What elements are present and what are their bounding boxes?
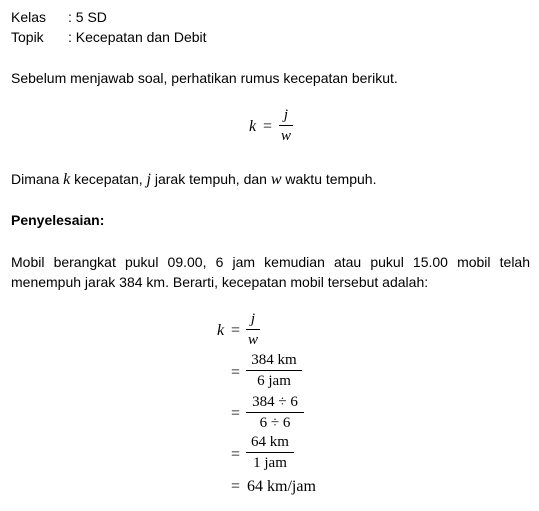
step-equals: = [231, 478, 241, 495]
fraction-bar [246, 452, 294, 453]
final-answer: 64 km/jam [247, 478, 316, 495]
step-2-denominator: 6 jam [257, 373, 291, 389]
step-4-denominator: 1 jam [253, 455, 287, 471]
step-1-fraction [246, 311, 260, 349]
step-3-denominator: 6 ÷ 6 [259, 415, 291, 431]
step-4-fraction [246, 434, 294, 472]
definition-part: Dimana [11, 171, 64, 187]
step-equals: = [231, 446, 241, 463]
step-2-fraction [246, 352, 302, 390]
var-w: w [270, 171, 282, 188]
step-1-denominator: w [247, 332, 258, 348]
steps-lhs: k [217, 322, 225, 339]
var-j: j [146, 171, 151, 188]
step-4-numerator: 64 km [251, 434, 289, 450]
step-3-numerator: 384 ÷ 6 [252, 394, 298, 410]
fraction-bar [279, 125, 293, 126]
formula-lhs: k [249, 118, 257, 135]
fraction-bar [246, 412, 304, 413]
step-1-numerator: j [250, 311, 256, 327]
intro-text: Sebelum menjawab soal, perhatikan rumus kecepatan berikut. [11, 70, 398, 86]
definition-part: jarak tempuh, dan [150, 171, 271, 187]
definition-part: waktu tempuh. [281, 171, 377, 187]
kelas-label: Kelas [11, 9, 47, 25]
definition-part: kecepatan, [70, 171, 147, 187]
formula-equals: = [263, 118, 273, 135]
step-equals: = [231, 364, 241, 381]
step-2-numerator: 384 km [251, 352, 297, 368]
step-3-fraction [246, 394, 304, 432]
fraction-bar [246, 370, 302, 371]
formula-numerator: j [283, 107, 289, 123]
topik-value: : Kecepatan dan Debit [68, 29, 207, 45]
fraction-bar [246, 329, 260, 330]
formula-denominator: w [280, 128, 291, 144]
var-k: k [63, 171, 71, 188]
definition-text [11, 171, 376, 189]
formula-fraction [279, 107, 293, 145]
topik-label: Topik [11, 29, 44, 45]
solution-heading: Penyelesaian: [11, 212, 105, 228]
solution-text: Mobil berangkat pukul 09.00, 6 jam kemudian atau pukul 15.00 mobil telah menempuh jarak 384 km. Berarti, kecepatan mobil tersebut adalah: [11, 254, 530, 290]
step-equals: = [231, 322, 241, 339]
kelas-value: : 5 SD [68, 9, 107, 25]
step-equals: = [231, 405, 241, 422]
